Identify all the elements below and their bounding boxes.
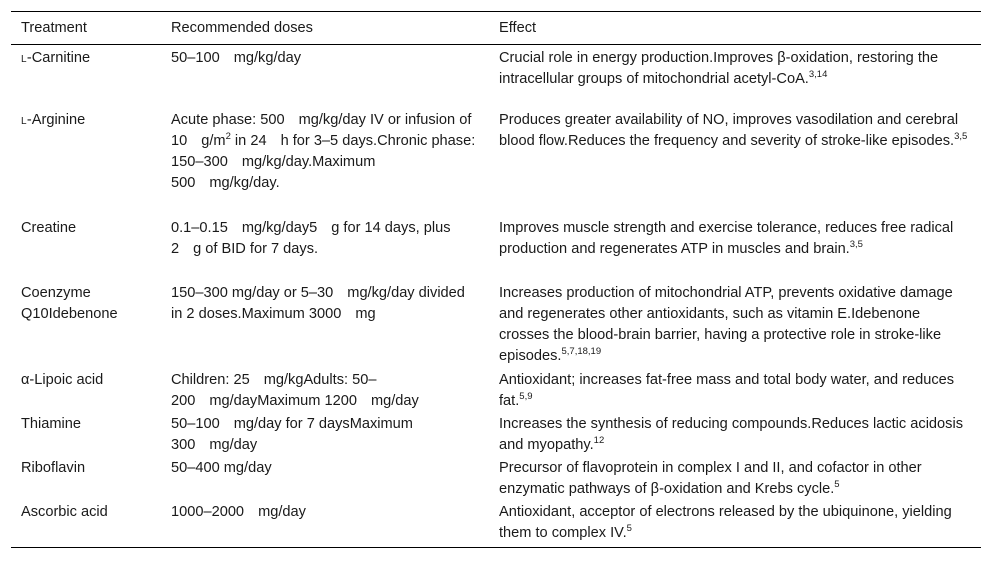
table-row (11, 370, 981, 414)
treatment-cell (11, 370, 161, 414)
reference-superscript: 3,14 (808, 69, 828, 80)
effect-text: Produces greater availability of NO, improves vasodilation and cerebral blood flow.Reduces the frequency and severity of stroke-like episodes. (499, 111, 959, 149)
effect-cell (489, 414, 981, 458)
dose-text: h for 3–5 days.Chronic phase: 150–300 (171, 132, 476, 170)
table-row (11, 218, 981, 283)
doses-cell (161, 458, 489, 502)
effect-text: Increases production of mitochondrial ATP, prevents oxidative damage and regenerates other antioxidants, such as vitamin E.Idebenone crosses the blood-brain barrier, having a protective role in stroke-like episodes. (499, 284, 953, 364)
header-effect: Effect (499, 19, 537, 36)
dose-text: mg/kgAdults: 50–200 (171, 371, 377, 409)
effect-text: Crucial role in energy production.Improves β-oxidation, restoring the intracellular groups of mitochondrial acetyl-CoA. (499, 50, 939, 87)
reference-superscript: 12 (593, 434, 605, 446)
dose-text: mg/day for 7 daysMaximum 300 (171, 415, 413, 453)
treatment-name: Riboflavin (21, 459, 86, 476)
treatment-name: Ascorbic acid (21, 503, 108, 520)
table-row (11, 45, 981, 110)
table-row (11, 414, 981, 458)
treatment-name: -Carnitine (26, 50, 91, 66)
effect-cell (489, 502, 981, 548)
doses-cell (161, 110, 489, 218)
doses-cell (161, 218, 489, 283)
header-row (11, 12, 981, 45)
dose-text: 150–300 mg/day or 5–30 (171, 284, 334, 301)
table-body (11, 45, 981, 548)
dose-text: g of BID for 7 days. (193, 240, 319, 257)
dose-text: 50–100 (171, 415, 220, 432)
effect-cell (489, 218, 981, 283)
treatment-name: α-Lipoic acid (21, 371, 104, 388)
dose-text: mg/kg/day divided in 2 doses.Maximum 3000 (171, 284, 465, 322)
doses-cell (161, 45, 489, 110)
dose-text: Children: 25 (171, 371, 250, 388)
dose-text: mg/kg/day.Maximum 500 (171, 153, 376, 191)
reference-superscript: 5 (626, 522, 632, 534)
effect-cell (489, 370, 981, 414)
effect-text: Increases the synthesis of reducing compounds.Reduces lactic acidosis and myopathy. (499, 415, 963, 453)
treatment-cell (11, 414, 161, 458)
table-header (11, 12, 981, 45)
effect-text: Antioxidant; increases fat-free mass and total body water, and reduces fat. (499, 371, 955, 409)
dose-text: mg/kg/day IV or infusion of 10 (171, 111, 472, 149)
table-row (11, 458, 981, 502)
reference-superscript: 3,5 (954, 130, 968, 142)
effect-text: Improves muscle strength and exercise tolerance, reduces free radical production and regenerates ATP in muscles and brain. (499, 219, 954, 257)
reference-superscript: 5,9 (519, 390, 533, 402)
dose-text: g/m (201, 132, 226, 149)
dose-unit: mg/kg/day (233, 50, 302, 66)
reference-superscript: 5 (834, 478, 840, 490)
header-recommended-doses: Recommended doses (171, 19, 313, 36)
dose-text: mg/day (209, 436, 258, 453)
treatment-name: Q10Idebenone (21, 305, 118, 322)
treatment-table (11, 11, 981, 548)
treatment-cell (11, 45, 161, 110)
dose-text: 1000–2000 (171, 503, 245, 520)
table-row (11, 110, 981, 218)
reference-superscript: 3,5 (849, 238, 863, 250)
effect-cell (489, 110, 981, 218)
treatment-name: Thiamine (21, 415, 82, 432)
treatment-name: -Arginine (26, 111, 86, 128)
dose-text: 50–400 mg/day (171, 459, 272, 476)
dose-text: 0.1–0.15 (171, 219, 228, 236)
treatment-cell (11, 283, 161, 370)
treatment-cell (11, 110, 161, 218)
header-treatment: Treatment (21, 19, 87, 36)
doses-cell (161, 283, 489, 370)
doses-cell (161, 502, 489, 548)
dose-text: g for 14 days, plus 2 (171, 219, 451, 257)
effect-text: Precursor of flavoprotein in complex I and II, and cofactor in other enzymatic pathways of β-oxidation and Krebs cycle. (499, 459, 922, 497)
effect-cell (489, 458, 981, 502)
smallcaps-prefix: L (21, 115, 27, 127)
dose-superscript: 2 (225, 130, 231, 142)
dose-text: Acute phase: 500 (171, 111, 285, 128)
doses-cell (161, 370, 489, 414)
treatment-table-container (11, 11, 981, 548)
dose-text: mg (355, 305, 376, 322)
dose-text: 50–100 (171, 50, 220, 66)
effect-cell (489, 45, 981, 110)
dose-text: mg/kg/day. (209, 174, 280, 191)
treatment-name: Coenzyme (21, 284, 91, 301)
smallcaps-prefix: L (21, 54, 27, 65)
dose-text: in 24 (230, 132, 267, 149)
dose-text: mg/day (258, 503, 306, 520)
table-row (11, 283, 981, 370)
treatment-cell (11, 218, 161, 283)
treatment-cell (11, 502, 161, 548)
effect-cell (489, 283, 981, 370)
dose-text: mg/kg/day5 (241, 219, 318, 236)
reference-superscript: 5,7,18,19 (561, 345, 602, 357)
dose-text: mg/day (370, 392, 419, 409)
effect-text: Antioxidant, acceptor of electrons released by the ubiquinone, yielding them to complex IV. (499, 503, 952, 541)
treatment-name: Creatine (21, 219, 77, 236)
doses-cell (161, 414, 489, 458)
table-row (11, 502, 981, 548)
treatment-cell (11, 458, 161, 502)
dose-text: mg/dayMaximum 1200 (209, 392, 357, 409)
